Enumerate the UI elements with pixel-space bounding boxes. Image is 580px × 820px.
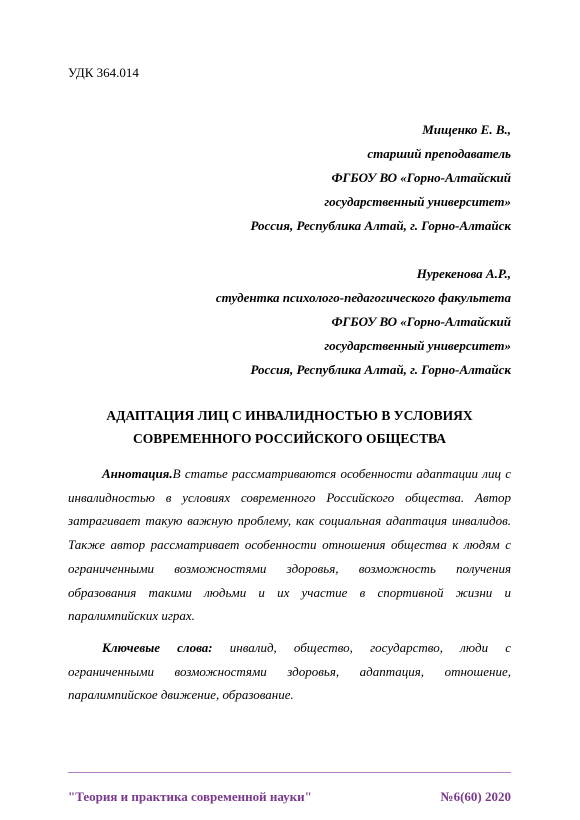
issue-number: №6(60) 2020 bbox=[440, 789, 511, 804]
article-title-line-2: СОВРЕМЕННОГО РОССИЙСКОГО ОБЩЕСТВА bbox=[133, 431, 446, 446]
author-1-location: Россия, Республика Алтай, г. Горно-Алтайск bbox=[250, 218, 511, 233]
author-1-name: Мищенко Е. В., bbox=[422, 122, 511, 137]
abstract-label: Аннотация. bbox=[102, 466, 173, 481]
article-title bbox=[68, 404, 511, 450]
author-2 bbox=[216, 262, 511, 382]
keywords-label: Ключевые слова: bbox=[102, 640, 213, 655]
author-2-name: Нурекенова А.Р., bbox=[416, 266, 511, 281]
author-2-org-cont: государственный университет» bbox=[324, 338, 511, 353]
author-2-org: ФГБОУ ВО «Горно-Алтайский bbox=[331, 314, 511, 329]
article-title-line-1: АДАПТАЦИЯ ЛИЦ С ИНВАЛИДНОСТЬЮ В УСЛОВИЯХ bbox=[106, 408, 473, 423]
keywords-text: инвалид, общество, государство, люди с ограниченными возможностями здоровья, адаптация, отношение, паралимпийское движение, образование. bbox=[68, 640, 511, 703]
author-1-org: ФГБОУ ВО «Горно-Алтайский bbox=[331, 170, 511, 185]
author-1-position: старший преподаватель bbox=[367, 146, 511, 161]
author-2-location: Россия, Республика Алтай, г. Горно-Алтайск bbox=[250, 362, 511, 377]
keywords bbox=[68, 636, 511, 707]
journal-name: "Теория и практика современной науки" bbox=[68, 789, 312, 804]
author-2-position: студентка психолого-педагогического факультета bbox=[215, 290, 511, 305]
footer-divider bbox=[68, 772, 511, 773]
author-1 bbox=[216, 118, 511, 238]
abstract bbox=[68, 462, 511, 628]
authors-block bbox=[216, 118, 511, 382]
udk-code: УДК 364.014 bbox=[68, 65, 139, 80]
author-1-org-cont: государственный университет» bbox=[324, 194, 511, 209]
abstract-text: В статье рассматриваются особенности адаптации лиц с инвалидностью в условиях современного Российского общества. Автор затрагивает такую важную проблему, как социальная адаптация инвалидов. Также автор рассматривает особенности отношения общества к людям с ограниченными возможностями здоровья, возможность получения образования такими людьми и их участие в спортивной жизни и паралимпийских играх. bbox=[68, 466, 511, 624]
